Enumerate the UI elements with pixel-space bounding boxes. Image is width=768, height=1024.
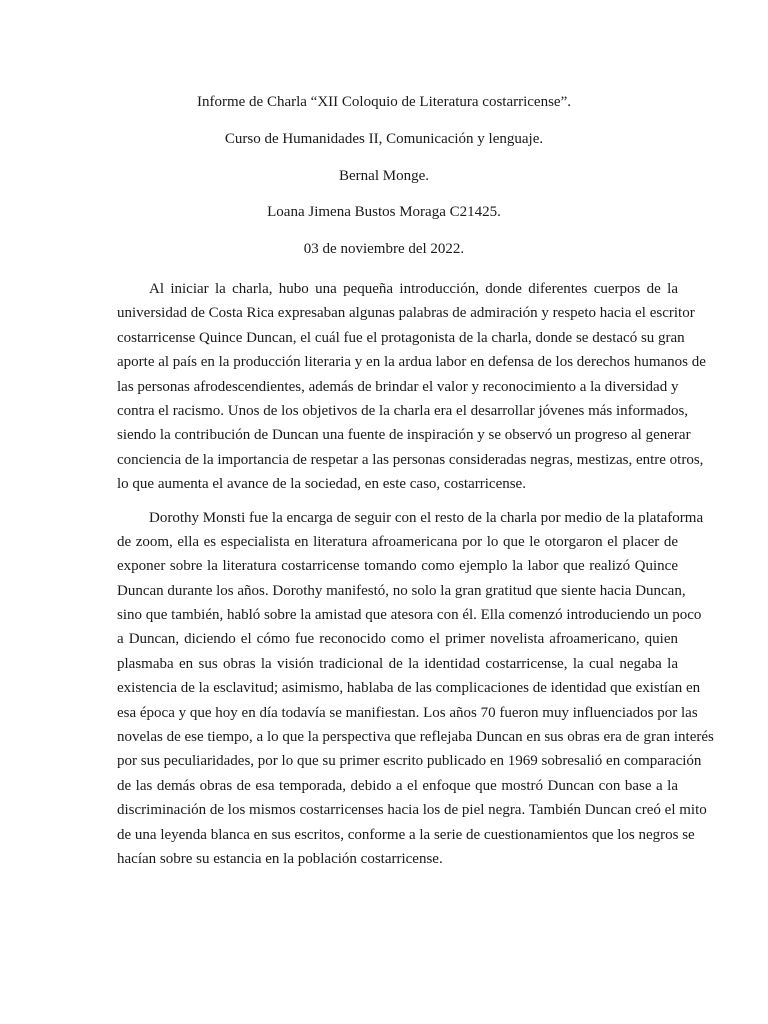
paragraph-line: a Duncan, diciendo el cómo fue reconocido como el primer novelista afroamericano, quien	[117, 631, 678, 648]
paragraph-line: por sus peculiaridades, por lo que su primer escrito publicado en 1969 sobresalió en comparación	[117, 753, 702, 770]
paragraph-line: universidad de Costa Rica expresaban algunas palabras de admiración y respeto hacia el escritor	[117, 305, 695, 322]
paragraph-line: plasmaba en sus obras la visión tradicional de la identidad costarricense, la cual negaba la	[117, 655, 678, 672]
paragraph-line: siendo la contribución de Duncan una fuente de inspiración y se observó un progreso al generar	[117, 427, 691, 444]
student-name: Loana Jimena Bustos Moraga C21425.	[267, 204, 501, 221]
paragraph-line: existencia de la esclavitud; asimismo, hablaba de las complicaciones de identidad que existían en	[117, 680, 701, 697]
professor-name: Bernal Monge.	[339, 167, 429, 184]
paragraph-line: las personas afrodescendientes, además de brindar el valor y reconocimiento a la diversidad y	[117, 378, 679, 395]
paragraph-line: Al iniciar la charla, hubo una pequeña introducción, donde diferentes cuerpos de la	[149, 281, 678, 297]
paragraph-line: discriminación de los mismos costarricenses hacia los de piel negra. También Duncan creó el mito	[117, 802, 707, 819]
paragraph-line: costarricense Quince Duncan, el cuál fue el protagonista de la charla, donde se destacó su gran	[117, 329, 685, 346]
paragraph-line: contra el racismo. Unos de los objetivos de la charla era el desarrollar jóvenes más informados,	[117, 402, 689, 419]
paragraph-line: de zoom, ella es especialista en literatura afroamericana por lo que le otorgaron el placer de	[117, 533, 678, 550]
paragraph-line: Duncan durante los años. Dorothy manifestó, no solo la gran gratitud que siente hacia Duncan,	[117, 582, 686, 599]
paragraph-line: Dorothy Monsti fue la encarga de seguir con el resto de la charla por medio de la plataforma	[149, 509, 704, 526]
paragraph-line: conciencia de la importancia de respetar a las personas consideradas negras, mestizas, entre otros,	[117, 451, 704, 468]
paragraph	[117, 277, 706, 497]
document-header	[0, 90, 768, 274]
report-title: Informe de Charla “XII Coloquio de Literatura costarricense”.	[196, 94, 571, 110]
paragraph	[117, 506, 714, 872]
paragraph-line: exponer sobre la literatura costarricense tomando como ejemplo la labor que realizó Quince	[117, 558, 678, 575]
paragraph-line: hacían sobre su estancia en la población costarricense.	[117, 850, 443, 867]
paragraph-line: lo que aumenta el avance de la sociedad, en este caso, costarricense.	[117, 476, 526, 493]
paragraph-line: aporte al país en la producción literaria y en la ardua labor en defensa de los derechos humanos de	[117, 354, 706, 371]
paragraph-line: novelas de ese tiempo, a lo que la perspectiva que reflejaba Duncan en sus obras era de gran interés	[117, 729, 714, 746]
document-body	[117, 277, 714, 880]
paragraph-line: sino que también, habló sobre la amistad que atesora con él. Ella comenzó introduciendo un poco	[117, 607, 702, 624]
report-date: 03 de noviembre del 2022.	[303, 241, 465, 257]
paragraph-line: esa época y que hoy en día todavía se manifiestan. Los años 70 fueron muy influenciados por las	[117, 704, 698, 721]
paragraph-line: de las demás obras de esa temporada, debido a el enfoque que mostró Duncan con base a la	[117, 777, 678, 794]
paragraph-line: de una leyenda blanca en sus escritos, conforme a la serie de cuestionamientos que los negros se	[117, 826, 695, 843]
course-name: Curso de Humanidades II, Comunicación y lenguaje.	[224, 130, 544, 147]
